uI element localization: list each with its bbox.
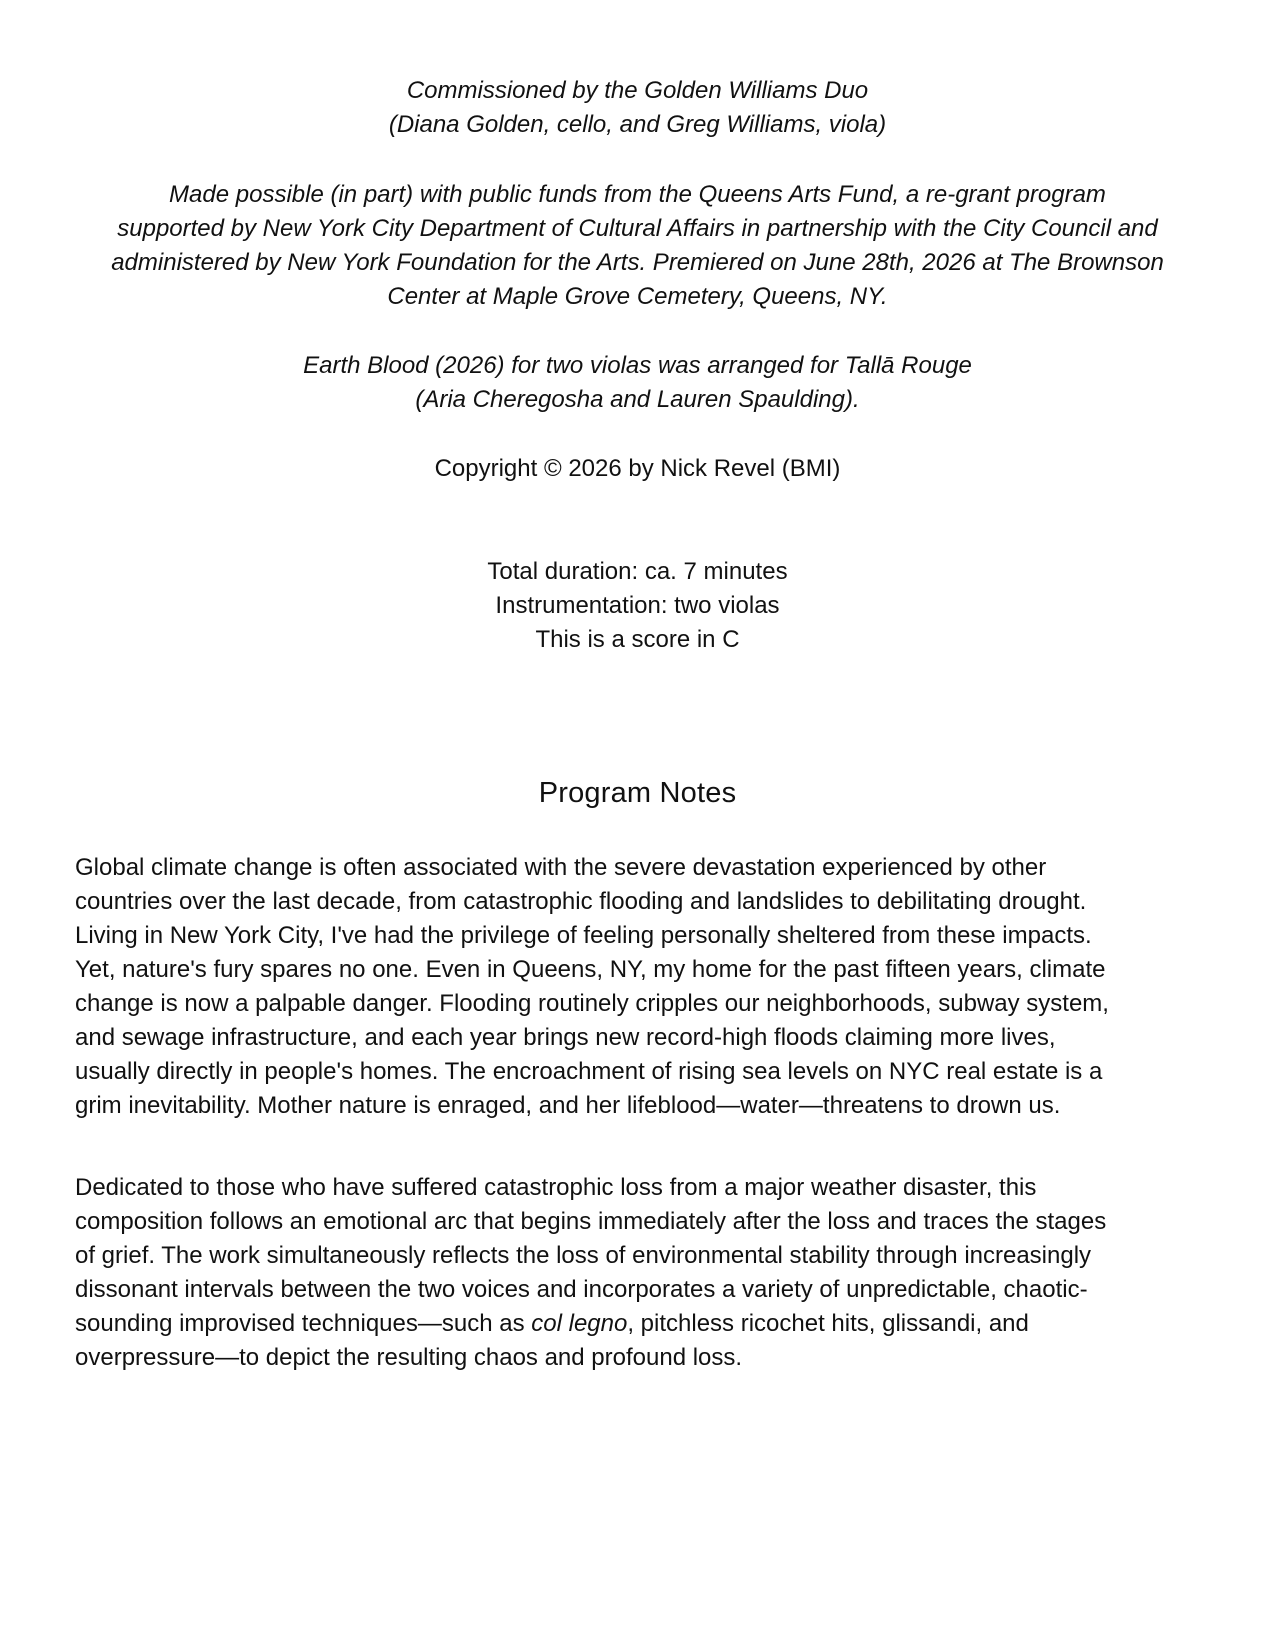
commission-performers: (Diana Golden, cello, and Greg Williams, viola)	[388, 111, 887, 138]
paragraph-line: Yet, nature's fury spares no one. Even in Queens, NY, my home for the past fifteen years, climate	[75, 956, 1106, 983]
score-transposition: This is a score in C	[535, 626, 740, 653]
paragraph-line: composition follows an emotional arc that begins immediately after the loss and traces the stages	[75, 1208, 1107, 1235]
paragraph-line: usually directly in people's homes. The encroachment of rising sea levels on NYC real estate is a	[75, 1058, 1103, 1085]
paragraph-line: overpressure—to depict the resulting chaos and profound loss.	[75, 1344, 743, 1371]
col-legno-term: col legno	[531, 1310, 628, 1337]
paragraph-line: and sewage infrastructure, and each year brings new record-high floods claiming more lives,	[75, 1024, 1056, 1051]
technique-text: sounding improvised techniques—such as	[75, 1310, 532, 1337]
paragraph-line: countries over the last decade, from catastrophic flooding and landslides to debilitating drought.	[75, 888, 1087, 915]
performance-details	[70, 555, 1205, 657]
arrangement-line: Earth Blood (2026) for two violas was arranged for Tallā Rouge	[303, 352, 972, 379]
funding-line: administered by New York Foundation for the Arts. Premiered on June 28th, 2026 at The Brownson	[111, 249, 1164, 276]
copyright-text: Copyright © 2026 by Nick Revel (BMI)	[434, 455, 841, 482]
paragraph-line: grim inevitability. Mother nature is enraged, and her lifeblood—water—threatens to drown us.	[75, 1092, 1061, 1119]
technique-text: , pitchless ricochet hits, glissandi, and	[627, 1310, 1029, 1337]
total-duration: Total duration: ca. 7 minutes	[487, 558, 788, 585]
program-notes-heading: Program Notes	[538, 777, 737, 809]
funding-acknowledgement	[70, 178, 1205, 314]
arrangement-performers: (Aria Cheregosha and Lauren Spaulding).	[415, 386, 860, 413]
commission-line: Commissioned by the Golden Williams Duo	[406, 77, 869, 104]
program-notes-paragraph-1	[75, 851, 1205, 1123]
program-notes-paragraph-2	[75, 1171, 1205, 1375]
paragraph-line: of grief. The work simultaneously reflects the loss of environmental stability through increasingly	[75, 1242, 1092, 1269]
copyright-notice	[70, 452, 1205, 486]
paragraph-line	[75, 1307, 1205, 1341]
instrumentation: Instrumentation: two violas	[495, 592, 780, 619]
commission-credit	[70, 74, 1205, 142]
paragraph-line: dissonant intervals between the two voices and incorporates a variety of unpredictable, chaotic-	[75, 1276, 1088, 1303]
paragraph-line: Dedicated to those who have suffered catastrophic loss from a major weather disaster, this	[75, 1174, 1037, 1201]
funding-line: Center at Maple Grove Cemetery, Queens, NY.	[387, 283, 888, 310]
arrangement-credit	[70, 349, 1205, 417]
paragraph-line: Global climate change is often associated with the severe devastation experienced by other	[75, 854, 1047, 881]
paragraph-line: Living in New York City, I've had the privilege of feeling personally sheltered from these impacts.	[75, 922, 1092, 949]
paragraph-line: change is now a palpable danger. Flooding routinely cripples our neighborhoods, subway system,	[75, 990, 1109, 1017]
funding-line: supported by New York City Department of Cultural Affairs in partnership with the City Council and	[117, 215, 1158, 242]
funding-line: Made possible (in part) with public funds from the Queens Arts Fund, a re-grant program	[169, 181, 1106, 208]
